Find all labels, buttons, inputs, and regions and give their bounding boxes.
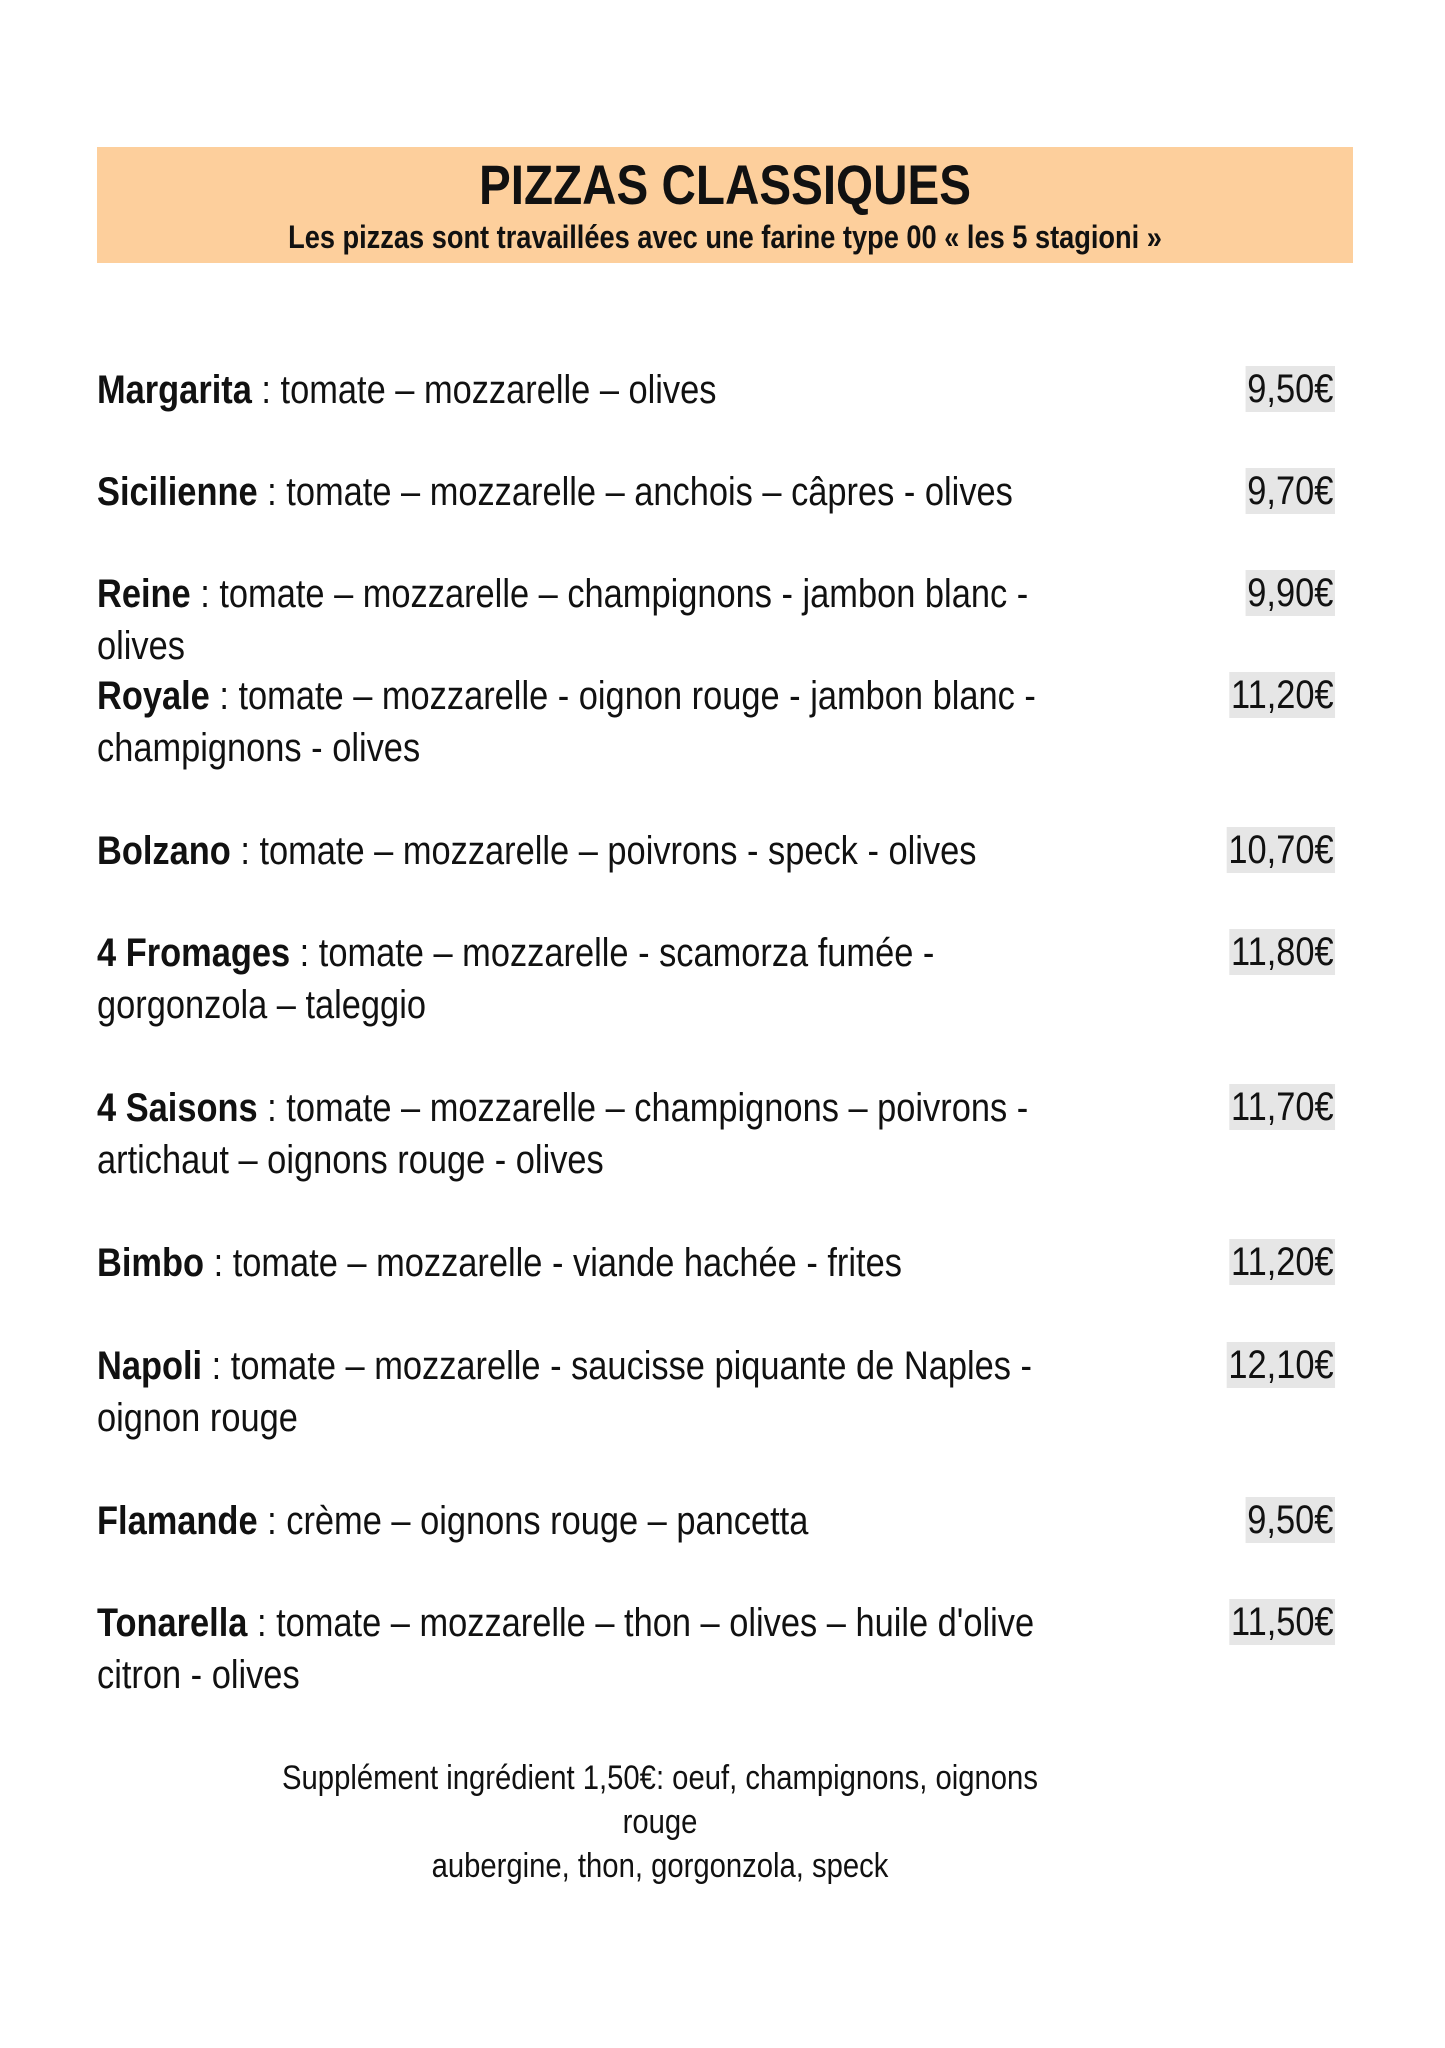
price-badge: 10,70€ <box>1228 828 1334 872</box>
pizza-ingredients: tomate – mozzarelle – champignons - jambon blanc - olives <box>97 572 1029 668</box>
name-separator: : <box>257 470 287 514</box>
menu-item-text <box>97 670 1112 774</box>
page-title: PIZZAS CLASSIQUES <box>479 153 971 216</box>
name-separator: : <box>251 368 281 412</box>
name-separator: : <box>257 1499 287 1543</box>
pizza-name: Sicilienne <box>97 470 258 514</box>
pizza-name: Napoli <box>97 1344 203 1388</box>
pizza-ingredients: tomate – mozzarelle - scamorza fumée - gorgonzola – taleggio <box>97 931 935 1027</box>
pizza-name: 4 Saisons <box>97 1086 258 1130</box>
pizza-ingredients: tomate – mozzarelle – thon – olives – huile d'olive citron - olives <box>97 1601 1035 1697</box>
pizza-ingredients: tomate – mozzarelle - viande hachée - frites <box>232 1241 902 1285</box>
price-badge: 9,70€ <box>1247 469 1334 513</box>
menu-item-text <box>97 1340 1112 1444</box>
pizza-ingredients: crème – oignons rouge – pancetta <box>286 1499 809 1543</box>
menu-item-text <box>97 1237 1112 1289</box>
pizza-name: Margarita <box>97 368 252 412</box>
menu-item-text <box>97 1082 1112 1186</box>
price-badge: 11,80€ <box>1230 930 1334 974</box>
name-separator: : <box>290 931 319 975</box>
price-badge: 9,50€ <box>1247 367 1334 411</box>
menu-item-text <box>97 825 1112 877</box>
pizza-name: Bolzano <box>97 829 231 873</box>
price-badge: 11,70€ <box>1230 1085 1334 1129</box>
price-badge: 11,20€ <box>1230 1240 1334 1284</box>
supplement-line: Supplément ingrédient 1,50€: oeuf, champignons, oignons rouge <box>282 1759 1038 1841</box>
pizza-name: 4 Fromages <box>97 931 291 975</box>
name-separator: : <box>202 1344 231 1388</box>
page-subtitle: Les pizzas sont travaillées avec une farine type 00 « les 5 stagioni » <box>288 219 1162 255</box>
menu-item-text <box>97 364 1112 416</box>
menu-item-text <box>97 466 1112 518</box>
price-badge: 12,10€ <box>1228 1343 1334 1387</box>
price-badge: 11,50€ <box>1230 1600 1334 1644</box>
pizza-name: Bimbo <box>97 1241 205 1285</box>
name-separator: : <box>257 1086 287 1130</box>
menu-item-text <box>97 1495 1112 1547</box>
pizza-name: Royale <box>97 674 210 718</box>
pizza-ingredients: tomate – mozzarelle - saucisse piquante de Naples - oignon rouge <box>97 1344 1032 1440</box>
pizza-ingredients: tomate – mozzarelle – olives <box>280 368 717 412</box>
pizza-name: Flamande <box>97 1499 258 1543</box>
supplement-line: aubergine, thon, gorgonzola, speck <box>431 1847 889 1885</box>
pizza-name: Reine <box>97 572 191 616</box>
pizza-ingredients: tomate – mozzarelle – anchois – câpres - olives <box>286 470 1013 514</box>
price-badge: 9,90€ <box>1247 571 1334 615</box>
pizza-ingredients: tomate – mozzarelle – champignons – poivrons - artichaut – oignons rouge - olives <box>97 1086 1029 1182</box>
pizza-name: Tonarella <box>97 1601 248 1645</box>
name-separator: : <box>247 1601 277 1645</box>
pizza-ingredients: tomate – mozzarelle – poivrons - speck - olives <box>259 829 977 873</box>
menu-item-text <box>97 927 1112 1031</box>
menu-item-text <box>97 1597 1112 1701</box>
name-separator: : <box>204 1241 233 1285</box>
name-separator: : <box>190 572 220 616</box>
pizza-ingredients: tomate – mozzarelle - oignon rouge - jambon blanc - champignons - olives <box>97 674 1036 770</box>
name-separator: : <box>230 829 260 873</box>
name-separator: : <box>209 674 239 718</box>
menu-item-text <box>97 568 1112 672</box>
price-badge: 11,20€ <box>1230 673 1334 717</box>
price-badge: 9,50€ <box>1247 1498 1334 1542</box>
supplement-note <box>247 1756 1073 1888</box>
